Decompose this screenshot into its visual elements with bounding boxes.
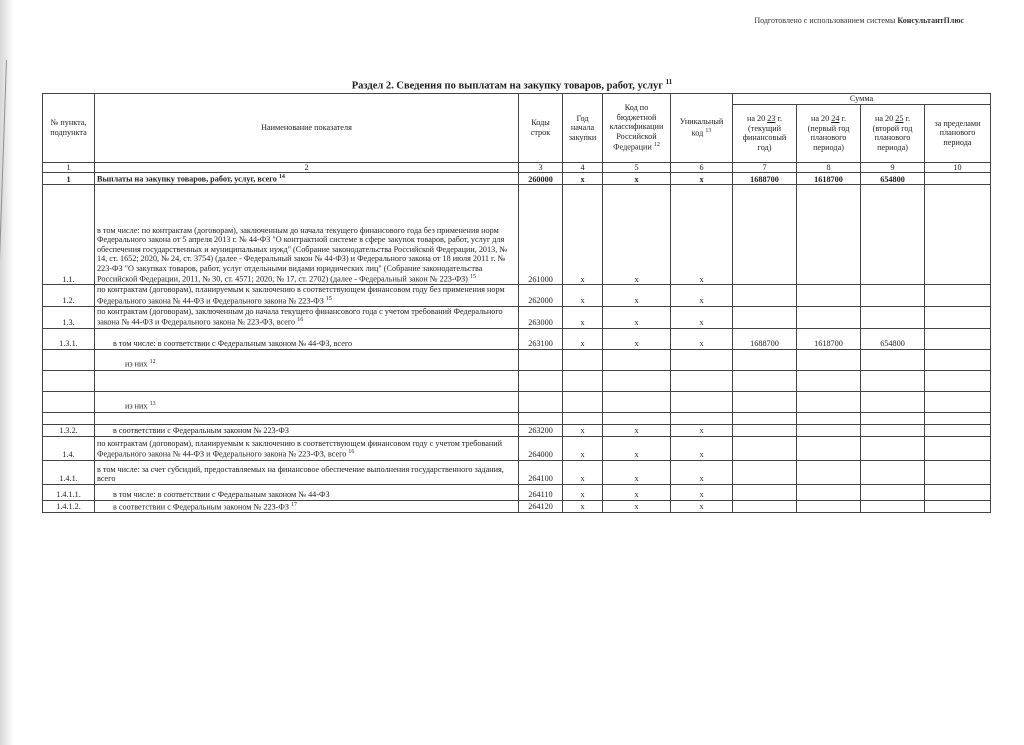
header-year-3: на 20 25 г. (второй год планового периода) bbox=[861, 104, 925, 162]
row-name bbox=[95, 460, 519, 484]
row-sum-year-2 bbox=[797, 460, 861, 484]
row-footnote: 16 bbox=[348, 449, 355, 456]
row-number bbox=[43, 391, 95, 412]
row-year bbox=[563, 412, 603, 424]
row-year bbox=[563, 349, 603, 370]
row-number bbox=[43, 370, 95, 391]
table-row bbox=[43, 436, 991, 460]
row-name bbox=[95, 391, 519, 412]
row-number: 1.1. bbox=[43, 185, 95, 285]
row-sum-year-2: 1618700 bbox=[797, 328, 861, 349]
row-sum-year-2 bbox=[797, 436, 861, 460]
row-unique-code: х bbox=[671, 436, 733, 460]
row-sum-year-2 bbox=[797, 391, 861, 412]
row-budget-code: х bbox=[603, 500, 671, 512]
row-year: х bbox=[563, 436, 603, 460]
row-year: х bbox=[563, 306, 603, 328]
row-code: 261000 bbox=[519, 185, 563, 285]
row-year: х bbox=[563, 484, 603, 500]
column-number: 7 bbox=[733, 162, 797, 173]
table-row bbox=[43, 349, 991, 370]
row-budget-code: х bbox=[603, 436, 671, 460]
row-code: 264120 bbox=[519, 500, 563, 512]
row-year: х bbox=[563, 460, 603, 484]
row-name bbox=[95, 412, 519, 424]
row-number: 1 bbox=[43, 173, 95, 185]
row-name bbox=[95, 370, 519, 391]
row-name-text: в том числе: в соответствии с Федеральным законом № 44-ФЗ, всего bbox=[113, 339, 353, 349]
row-unique-code: х bbox=[671, 185, 733, 285]
row-budget-code: х bbox=[603, 285, 671, 307]
row-unique-code: х bbox=[671, 424, 733, 436]
row-sum-year-1 bbox=[733, 306, 797, 328]
header-num: № пункта, подпункта bbox=[43, 94, 95, 163]
row-sum-year-2 bbox=[797, 285, 861, 307]
row-sum-year-2 bbox=[797, 185, 861, 285]
row-code bbox=[519, 412, 563, 424]
row-sum-beyond bbox=[925, 436, 991, 460]
row-unique-code: х bbox=[671, 500, 733, 512]
row-unique-code: х bbox=[671, 173, 733, 185]
column-numbers-row bbox=[43, 162, 991, 173]
column-number: 9 bbox=[861, 162, 925, 173]
row-number bbox=[43, 412, 95, 424]
table-row bbox=[43, 306, 991, 328]
row-code: 263200 bbox=[519, 424, 563, 436]
column-number: 2 bbox=[95, 162, 519, 173]
row-sum-year-1 bbox=[733, 460, 797, 484]
row-name bbox=[95, 500, 519, 512]
row-sum-year-2 bbox=[797, 412, 861, 424]
row-sum-year-2 bbox=[797, 424, 861, 436]
row-footnote: 15 bbox=[469, 274, 476, 280]
header-note-prefix: Подготовлено с использованием системы bbox=[754, 16, 896, 25]
row-sum-year-1 bbox=[733, 436, 797, 460]
row-budget-code: х bbox=[603, 460, 671, 484]
row-budget-code bbox=[603, 412, 671, 424]
column-number: 1 bbox=[43, 162, 95, 173]
row-sum-beyond bbox=[925, 460, 991, 484]
row-name bbox=[95, 328, 519, 349]
row-budget-code: х bbox=[603, 328, 671, 349]
row-sum-beyond bbox=[925, 484, 991, 500]
row-budget-code: х bbox=[603, 424, 671, 436]
row-sum-year-3 bbox=[861, 285, 925, 307]
row-name-text: в том числе: по контрактам (договорам), заключенным до начала текущего финансового года без применения норм Федерального закона от 5 апреля 2013 г. № 44-ФЗ "О контрактной системе в сфере закупок товаров, работ, услуг для обеспечения государственных и муниципальных нужд" (Собрание законодательства Российской Федерации, 2013, № 14, ст. 1652; 2020, № 24, ст. 3754) (далее - Федеральный закон № 44-ФЗ) и Федерального закона от 18 июля 2011 г. № 223-ФЗ "О закупках товаров, работ, услуг отдельными видами юридических лиц" (Собрание законодательства Российской Федерации, 2011, № 30, ст. 4571; 2020, № 17, ст. 2702) (далее - Федеральный закон № 223-ФЗ) bbox=[97, 225, 508, 284]
row-sum-beyond bbox=[925, 173, 991, 185]
row-name bbox=[95, 436, 519, 460]
row-sum-year-3 bbox=[861, 424, 925, 436]
row-code: 263100 bbox=[519, 328, 563, 349]
row-sum-year-3 bbox=[861, 185, 925, 285]
row-sum-year-1: 1688700 bbox=[733, 328, 797, 349]
column-number: 5 bbox=[603, 162, 671, 173]
row-code bbox=[519, 370, 563, 391]
table-row bbox=[43, 328, 991, 349]
row-name bbox=[95, 173, 519, 185]
row-year: х bbox=[563, 285, 603, 307]
row-unique-code bbox=[671, 391, 733, 412]
header-note-brand: КонсультантПлюс bbox=[897, 16, 964, 25]
row-sum-year-2 bbox=[797, 500, 861, 512]
row-sum-year-3 bbox=[861, 370, 925, 391]
table-row bbox=[43, 285, 991, 307]
row-sum-year-2 bbox=[797, 349, 861, 370]
row-code: 260000 bbox=[519, 173, 563, 185]
row-number: 1.4.1. bbox=[43, 460, 95, 484]
row-year bbox=[563, 391, 603, 412]
row-name-text: в соответствии с Федеральным законом № 223-ФЗ bbox=[113, 502, 289, 512]
row-name bbox=[95, 424, 519, 436]
row-number: 1.4.1.1. bbox=[43, 484, 95, 500]
row-sum-year-1 bbox=[733, 370, 797, 391]
row-name-text: в том числе: за счет субсидий, предоставляемых на финансовое обеспечение выполнения государственного задания, всего bbox=[97, 464, 504, 484]
row-budget-code bbox=[603, 349, 671, 370]
row-budget-code bbox=[603, 391, 671, 412]
row-sum-year-1 bbox=[733, 285, 797, 307]
row-number: 1.2. bbox=[43, 285, 95, 307]
row-sum-beyond bbox=[925, 391, 991, 412]
row-code: 263000 bbox=[519, 306, 563, 328]
row-sum-year-1 bbox=[733, 349, 797, 370]
payments-table bbox=[42, 93, 991, 513]
row-year: х bbox=[563, 185, 603, 285]
row-year: х bbox=[563, 424, 603, 436]
column-number: 4 bbox=[563, 162, 603, 173]
row-sum-beyond bbox=[925, 370, 991, 391]
row-footnote: 17 bbox=[290, 501, 297, 508]
row-footnote: 16 bbox=[297, 317, 304, 324]
row-code bbox=[519, 391, 563, 412]
row-name-text: по контрактам (договорам), заключенным до начала текущего финансового года с учетом требований Федерального закона № 44-ФЗ и Федерального закона № 223-ФЗ, всего bbox=[97, 306, 503, 328]
row-name-text: из них bbox=[125, 360, 148, 370]
row-sum-year-2 bbox=[797, 306, 861, 328]
row-unique-code: х bbox=[671, 306, 733, 328]
section-title-text: Раздел 2. Сведения по выплатам на закупку товаров, работ, услуг bbox=[351, 80, 664, 92]
row-sum-year-3 bbox=[861, 306, 925, 328]
row-name-text: Выплаты на закупку товаров, работ, услуг, всего bbox=[97, 174, 277, 184]
table-row bbox=[43, 391, 991, 412]
row-footnote: 12 bbox=[149, 359, 156, 366]
header-code: Коды строк bbox=[519, 94, 563, 163]
scan-shadow bbox=[0, 0, 14, 745]
header-name: Наименование показателя bbox=[95, 94, 519, 163]
row-name bbox=[95, 185, 519, 285]
row-budget-code: х bbox=[603, 306, 671, 328]
row-sum-year-3 bbox=[861, 391, 925, 412]
row-sum-beyond bbox=[925, 185, 991, 285]
row-footnote: 15 bbox=[325, 295, 332, 302]
row-code bbox=[519, 349, 563, 370]
row-code: 264000 bbox=[519, 436, 563, 460]
row-sum-year-2 bbox=[797, 370, 861, 391]
row-number bbox=[43, 349, 95, 370]
header-year-1: на 20 23 г. (текущий финансовый год) bbox=[733, 104, 797, 162]
header-unique-code: Уникальный код $^{13}$ bbox=[671, 94, 733, 163]
row-unique-code: х bbox=[671, 285, 733, 307]
row-sum-beyond bbox=[925, 306, 991, 328]
row-year: х bbox=[563, 328, 603, 349]
table-row bbox=[43, 500, 991, 512]
table-row bbox=[43, 412, 991, 424]
row-code: 264110 bbox=[519, 484, 563, 500]
row-sum-beyond bbox=[925, 424, 991, 436]
row-sum-year-3 bbox=[861, 349, 925, 370]
row-unique-code: х bbox=[671, 328, 733, 349]
section-title bbox=[0, 78, 1024, 92]
row-name bbox=[95, 306, 519, 328]
table-row bbox=[43, 370, 991, 391]
row-sum-year-3: 654800 bbox=[861, 173, 925, 185]
row-sum-year-1 bbox=[733, 412, 797, 424]
header-note bbox=[754, 16, 964, 25]
row-unique-code bbox=[671, 412, 733, 424]
row-number: 1.3. bbox=[43, 306, 95, 328]
row-year: х bbox=[563, 173, 603, 185]
header-year: Год начала закупки bbox=[563, 94, 603, 163]
row-budget-code: х bbox=[603, 173, 671, 185]
section-title-footnote: 11 bbox=[665, 78, 673, 86]
row-name bbox=[95, 484, 519, 500]
row-budget-code bbox=[603, 370, 671, 391]
row-unique-code: х bbox=[671, 460, 733, 484]
row-sum-beyond bbox=[925, 412, 991, 424]
row-sum-year-1 bbox=[733, 500, 797, 512]
row-sum-year-2 bbox=[797, 484, 861, 500]
header-year-2: на 20 24 г. (первый год планового периода) bbox=[797, 104, 861, 162]
row-sum-year-3 bbox=[861, 484, 925, 500]
row-sum-year-3 bbox=[861, 460, 925, 484]
row-number: 1.4.1.2. bbox=[43, 500, 95, 512]
row-sum-year-1 bbox=[733, 484, 797, 500]
row-sum-year-3 bbox=[861, 412, 925, 424]
row-name-text: в соответствии с Федеральным законом № 223-ФЗ bbox=[113, 426, 289, 436]
row-sum-beyond bbox=[925, 500, 991, 512]
header-sum: Сумма bbox=[733, 94, 991, 105]
table-row bbox=[43, 173, 991, 185]
row-sum-year-2: 1618700 bbox=[797, 173, 861, 185]
header-beyond: за пределами планового периода bbox=[925, 104, 991, 162]
row-number: 1.3.1. bbox=[43, 328, 95, 349]
row-code: 262000 bbox=[519, 285, 563, 307]
table-row bbox=[43, 424, 991, 436]
row-name-text: по контрактам (договорам), планируемым к заключению в соответствующем финансовом году без применения норм Федерального закона № 44-ФЗ и Федерального закона № 223-ФЗ bbox=[97, 285, 505, 306]
row-sum-year-1 bbox=[733, 424, 797, 436]
row-year: х bbox=[563, 500, 603, 512]
row-code: 264100 bbox=[519, 460, 563, 484]
row-sum-year-3 bbox=[861, 500, 925, 512]
row-number: 1.3.2. bbox=[43, 424, 95, 436]
row-name bbox=[95, 349, 519, 370]
column-number: 10 bbox=[925, 162, 991, 173]
row-footnote: 13 bbox=[149, 401, 156, 408]
row-footnote: 14 bbox=[278, 174, 285, 180]
row-number: 1.4. bbox=[43, 436, 95, 460]
table-row bbox=[43, 484, 991, 500]
column-number: 6 bbox=[671, 162, 733, 173]
column-number: 8 bbox=[797, 162, 861, 173]
row-name-text: в том числе: в соответствии с Федеральным законом № 44-ФЗ bbox=[113, 490, 330, 500]
row-name-text: из них bbox=[125, 402, 148, 412]
row-sum-year-1 bbox=[733, 185, 797, 285]
row-unique-code: х bbox=[671, 484, 733, 500]
row-unique-code bbox=[671, 370, 733, 391]
row-sum-year-1: 1688700 bbox=[733, 173, 797, 185]
row-sum-beyond bbox=[925, 349, 991, 370]
row-sum-year-3 bbox=[861, 436, 925, 460]
header-budget-code: Код по бюджетной классификации Российской Федерации $^{12}$ bbox=[603, 94, 671, 163]
row-budget-code: х bbox=[603, 185, 671, 285]
row-year bbox=[563, 370, 603, 391]
table-row bbox=[43, 185, 991, 285]
row-name-text: по контрактам (договорам), планируемым к заключению в соответствующем финансовом году с учетом требований Федерального закона № 44-ФЗ и Федерального закона № 223-ФЗ, всего bbox=[97, 438, 503, 460]
row-budget-code: х bbox=[603, 484, 671, 500]
row-sum-beyond bbox=[925, 285, 991, 307]
row-name bbox=[95, 285, 519, 307]
row-unique-code bbox=[671, 349, 733, 370]
row-sum-year-3: 654800 bbox=[861, 328, 925, 349]
column-number: 3 bbox=[519, 162, 563, 173]
row-sum-beyond bbox=[925, 328, 991, 349]
row-sum-year-1 bbox=[733, 391, 797, 412]
table-row bbox=[43, 460, 991, 484]
